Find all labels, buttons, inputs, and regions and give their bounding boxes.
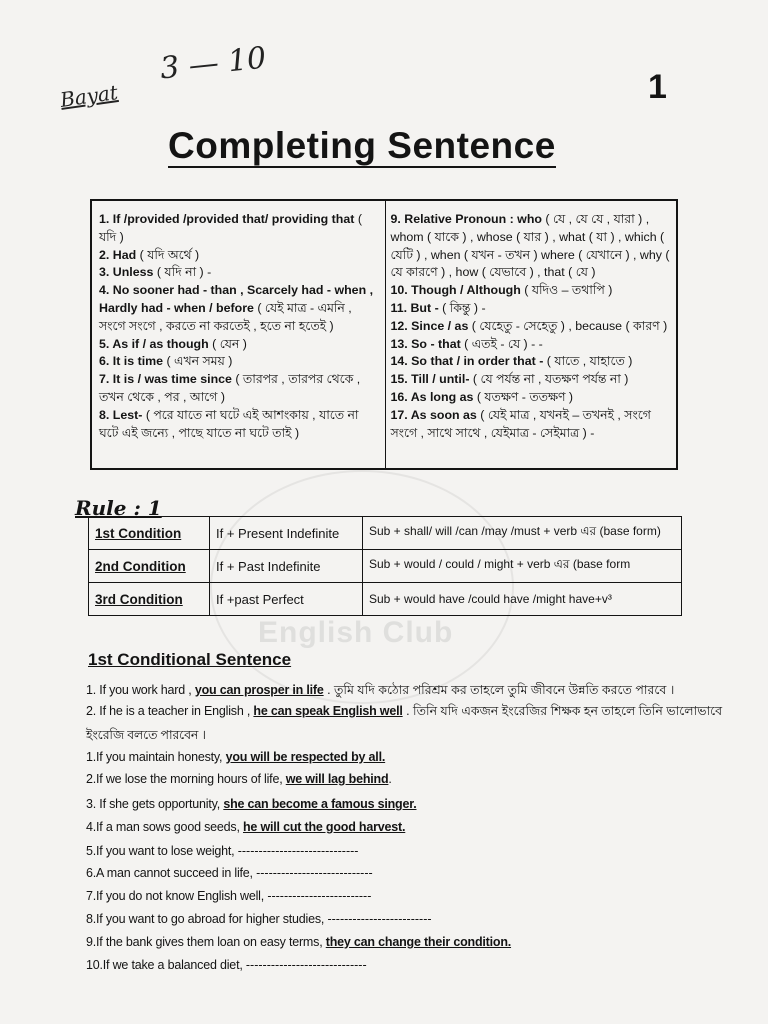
conjunction-term: 10. Though / Although [390, 283, 525, 298]
conjunction-item [391, 336, 671, 354]
conjunction-term: 14. So that / in order that - [390, 354, 547, 369]
page-number: 1 [648, 68, 667, 106]
conjunction-meaning: ( এখন সময় ) [166, 354, 233, 369]
example-tail: . [388, 772, 392, 786]
section-heading: 1st Conditional Sentence [88, 650, 292, 669]
conjunction-term: 11. But - [390, 300, 443, 315]
conjunction-meaning: ( যদি ) [99, 212, 362, 244]
example-sentence [86, 889, 371, 903]
conjunction-meaning: ( পরে যাতে না ঘটে এই আশংকায় , যাতে না ঘটে এই জন্যে , পাছে যাতে না ঘটে তাই ) [99, 407, 359, 440]
condition-label: 3rd Condition [89, 583, 210, 616]
conjunction-item [99, 264, 379, 282]
example-tail: ------------------------- [327, 912, 432, 926]
condition-row [89, 517, 682, 550]
conjunction-meaning: ( যেই মাত্র , যখনই – তখনই , সংগে সংগে , সাথে সাথে , যেইমাত্র - সেইমাত্র ) - [390, 407, 651, 440]
conjunction-item [391, 318, 671, 336]
condition-table [88, 516, 682, 616]
conjunction-column-right [385, 201, 677, 468]
example-prompt: ইংরেজি বলতে পারবেন । [86, 728, 206, 742]
conjunction-term: 17. As soon as [390, 407, 481, 422]
example-prompt: 8.If you want to go abroad for higher studies, [86, 912, 328, 926]
signature: Bayat [58, 80, 120, 112]
conjunction-meaning: ( যেই মাত্র - এমনি , সংগে সংগে , করতে না করতেই , হতে না হতেই ) [99, 300, 352, 333]
conjunction-term: 6. It is time [99, 354, 167, 369]
example-sentence [86, 750, 385, 764]
watermark-text: English Club [258, 616, 454, 649]
conjunction-item [99, 282, 379, 335]
example-tail: ---------------------------- [256, 866, 373, 880]
example-sentence [86, 772, 392, 786]
if-clause: If + Present Indefinite [210, 517, 363, 550]
example-sentence [86, 935, 511, 949]
main-clause: Sub + would / could / might + verb এর (base form [363, 550, 682, 583]
conjunction-meaning: ( যে , যে যে , যারা ) , whom ( যাকে ) , whose ( যার ) , what ( যা ) , which ( যেটি ) , when ( যখন - তখন ) where ( যেখানে ) , why ( যে কারণে ) , how ( যেভাবে ) , that ( যে ) [390, 212, 670, 280]
example-tail: ------------------------- [267, 889, 372, 903]
conjunction-term: 16. As long as [390, 389, 477, 404]
conjunction-term: 12. Since / as [390, 318, 472, 333]
conjunction-item [99, 371, 379, 407]
conjunction-term: 7. It is / was time since [99, 372, 236, 387]
example-prompt: 1.If you maintain honesty, [86, 750, 226, 764]
example-answer: he will cut the good harvest. [243, 820, 406, 834]
conjunction-meaning: ( কিন্তু ) - [442, 300, 486, 315]
page-title: Completing Sentence [168, 125, 556, 166]
example-sentence [86, 797, 417, 811]
example-prompt: 5.If you want to lose weight, [86, 844, 238, 858]
example-sentence [86, 866, 373, 880]
example-prompt: 6.A man cannot succeed in life, [86, 866, 257, 880]
example-prompt: 1. If you work hard , [86, 683, 195, 697]
condition-row [89, 583, 682, 616]
example-answer: you can prosper in life [194, 683, 324, 697]
example-answer: he can speak English well [253, 704, 403, 718]
example-prompt: 4.If a man sows good seeds, [86, 820, 243, 834]
rule-heading: Rule : 1 [75, 496, 162, 520]
conjunction-term: 1. If /provided /provided that/ providing that [99, 212, 358, 226]
example-prompt: 10.If we take a balanced diet, [86, 958, 246, 972]
conjunction-meaning: ( যদিও – তথাপি ) [524, 283, 613, 298]
conjunction-meaning: ( যেহেতু - সেহেতু ) , because ( কারণ ) [471, 318, 668, 333]
example-answer: you will be respected by all. [225, 750, 386, 764]
handwritten-range: 3 — 10 [158, 40, 268, 87]
example-sentence [86, 844, 358, 858]
conjunction-item [99, 336, 379, 354]
example-answer: we will lag behind [285, 772, 389, 786]
condition-label: 1st Condition [89, 517, 210, 550]
example-sentence [86, 912, 432, 926]
conjunction-item [99, 407, 379, 443]
conjunction-item [391, 407, 671, 443]
example-sentence [86, 703, 722, 723]
example-answer: they can change their condition. [325, 935, 512, 949]
conjunction-meaning: ( যদি না ) - [156, 265, 212, 280]
condition-row [89, 550, 682, 583]
main-clause: Sub + shall/ will /can /may /must + verb এর (base form) [363, 517, 682, 550]
conjunction-term: 8. Lest- [99, 407, 146, 422]
conjunction-item [391, 282, 671, 300]
conjunction-term: 9. Relative Pronoun : who [390, 212, 546, 226]
conjunction-term: 15. Till / until- [390, 372, 473, 387]
conjunction-meaning: ( যতক্ষণ - ততক্ষণ ) [476, 389, 574, 404]
main-clause: Sub + would have /could have /might have+v³ [363, 583, 682, 616]
conjunction-term: 5. As if / as though [99, 336, 213, 351]
example-prompt: 2.If we lose the morning hours of life, [86, 772, 286, 786]
example-tail: ----------------------------- [245, 958, 367, 972]
if-clause: If + Past Indefinite [210, 550, 363, 583]
condition-label: 2nd Condition [89, 550, 210, 583]
conjunction-meaning: ( যেন ) [212, 336, 247, 351]
example-prompt: 9.If the bank gives them loan on easy terms, [86, 935, 326, 949]
if-clause: If +past Perfect [210, 583, 363, 616]
conjunction-meaning: ( এতই - যে ) - - [464, 336, 543, 351]
example-sentence [86, 820, 405, 834]
example-tail: ----------------------------- [237, 844, 359, 858]
conjunction-item [391, 371, 671, 389]
example-tail: . তুমি যদি কঠোর পরিশ্রম কর তাহলে তুমি জীবনে উন্নতি করতে পারবে । [323, 683, 675, 697]
conjunction-term: 3. Unless [99, 265, 157, 280]
example-prompt: 3. If she gets opportunity, [86, 797, 224, 811]
conjunction-term: 13. So - that [390, 336, 465, 351]
example-answer: she can become a famous singer. [223, 797, 417, 811]
conjunction-item [391, 389, 671, 407]
example-sentence [86, 958, 367, 972]
conjunction-meaning: ( যে পর্যন্ত না , যতক্ষণ পর্যন্ত না ) [472, 372, 629, 387]
conjunction-meaning: ( যদি অর্থে ) [139, 247, 200, 262]
conjunction-item [99, 211, 379, 247]
conjunction-item [391, 300, 671, 318]
conjunction-column-left [92, 201, 385, 468]
conjunction-item [391, 353, 671, 371]
conjunction-item [99, 247, 379, 265]
conjunction-item [391, 211, 671, 282]
example-prompt: 7.If you do not know English well, [86, 889, 268, 903]
conjunction-meaning: ( তারপর , তারপর থেকে , তখন থেকে , পর , আগে ) [99, 372, 361, 404]
example-prompt: 2. If he is a teacher in English , [86, 704, 254, 718]
conjunction-item [99, 353, 379, 371]
example-sentence [86, 682, 674, 702]
example-sentence [86, 727, 206, 747]
conjunction-meaning: ( যাতে , যাহাতে ) [546, 354, 633, 369]
example-tail: . তিনি যদি একজন ইংরেজির শিক্ষক হন তাহলে তিনি ভালোভাবে [402, 704, 723, 718]
conjunction-term: 4. No sooner had - than , Scarcely had - when , Hardly had - when / before [99, 283, 374, 315]
conjunction-term: 2. Had [99, 247, 140, 262]
conjunction-box [90, 199, 678, 470]
